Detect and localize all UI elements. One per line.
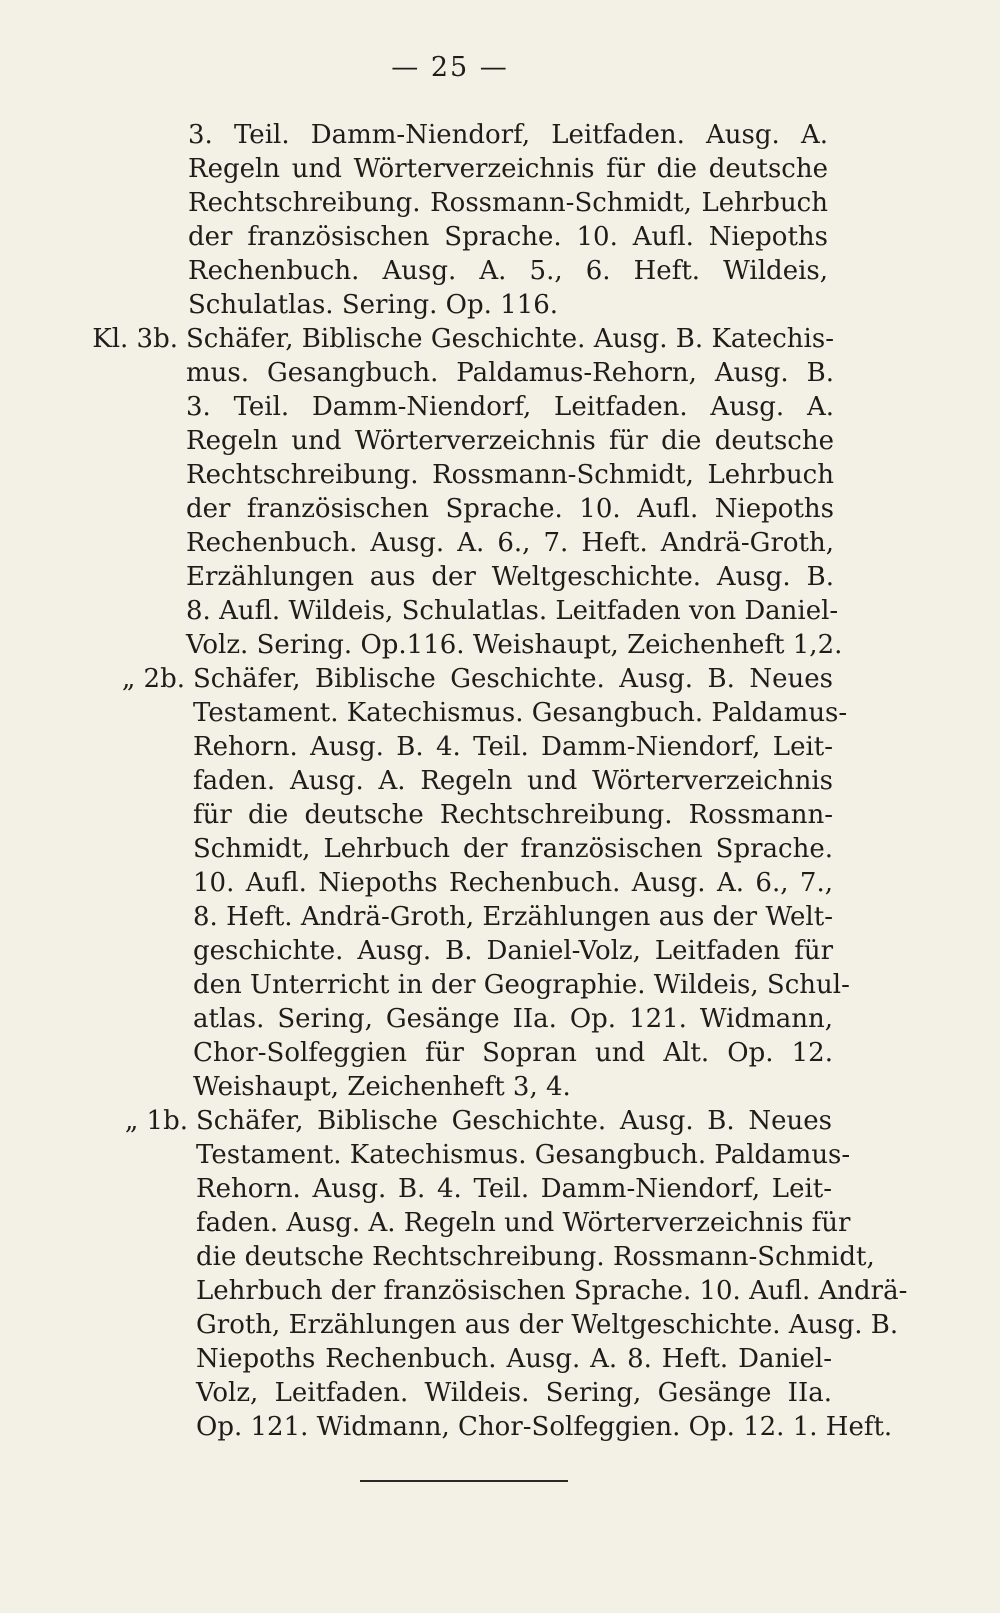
text-line: die deutsche Rechtschreibung. Rossmann-Schmidt, — [196, 1242, 875, 1272]
text-line: 8. Heft. Andrä-Groth, Erzählungen aus der Welt- — [193, 902, 833, 932]
text-line: 3. Teil. Damm-Niendorf, Leitfaden. Ausg. A. — [186, 392, 834, 422]
text-line: der französischen Sprache. 10. Aufl. Niepoths — [188, 222, 828, 252]
text-line: Schulatlas. Sering. Op. 116. — [188, 290, 559, 320]
class-marker: „ 1b. — [124, 1106, 188, 1136]
text-line: 10. Aufl. Niepoths Rechenbuch. Ausg. A. 6., 7., — [193, 868, 833, 898]
text-line: Testament. Katechismus. Gesangbuch. Paldamus- — [196, 1140, 851, 1170]
text-line: Schäfer, Biblische Geschichte. Ausg. B. Neues — [196, 1106, 832, 1136]
text-line: 8. Aufl. Wildeis, Schulatlas. Leitfaden von Daniel- — [186, 596, 839, 626]
text-line: Volz, Leitfaden. Wildeis. Sering, Gesänge IIa. — [196, 1378, 832, 1408]
class-marker: „ 2b. — [121, 664, 185, 694]
text-line: Schmidt, Lehrbuch der französischen Sprache. — [193, 834, 833, 864]
text-line: der französischen Sprache. 10. Aufl. Niepoths — [186, 494, 834, 524]
text-line: Schäfer, Biblische Geschichte. Ausg. B. Neues — [193, 664, 833, 694]
text-line: Rechenbuch. Ausg. A. 6., 7. Heft. Andrä-Groth, — [186, 528, 834, 558]
text-line: für die deutsche Rechtschreibung. Rossmann- — [193, 800, 833, 830]
text-line: Niepoths Rechenbuch. Ausg. A. 8. Heft. Daniel- — [196, 1344, 832, 1374]
text-line: Groth, Erzählungen aus der Weltgeschichte. Ausg. B. — [196, 1310, 899, 1340]
text-line: Weishaupt, Zeichenheft 3, 4. — [193, 1072, 571, 1102]
text-line: Erzählungen aus der Weltgeschichte. Ausg. B. — [186, 562, 834, 592]
class-marker: Kl. 3b. — [92, 324, 178, 354]
text-line: atlas. Sering, Gesänge IIa. Op. 121. Widmann, — [193, 1004, 833, 1034]
text-line: Testament. Katechismus. Gesangbuch. Paldamus- — [193, 698, 848, 728]
text-line: Op. 121. Widmann, Chor-Solfeggien. Op. 12. 1. Heft. — [196, 1412, 893, 1442]
text-line: Schäfer, Biblische Geschichte. Ausg. B. Katechis- — [186, 324, 834, 354]
text-line: Rehorn. Ausg. B. 4. Teil. Damm-Niendorf, Leit- — [193, 732, 833, 762]
text-line: faden. Ausg. A. Regeln und Wörterverzeichnis für — [196, 1208, 851, 1238]
text-line: Rechenbuch. Ausg. A. 5., 6. Heft. Wildeis, — [188, 256, 828, 286]
text-line: Chor-Solfeggien für Sopran und Alt. Op. 12. — [193, 1038, 833, 1068]
text-line: Rechtschreibung. Rossmann-Schmidt, Lehrbuch — [188, 188, 828, 218]
text-line: Regeln und Wörterverzeichnis für die deutsche — [188, 154, 828, 184]
text-line: mus. Gesangbuch. Paldamus-Rehorn, Ausg. B. — [186, 358, 834, 388]
text-line: geschichte. Ausg. B. Daniel-Volz, Leitfaden für — [193, 936, 833, 966]
page-number: — 25 — — [391, 52, 509, 83]
text-line: Volz. Sering. Op.116. Weishaupt, Zeichenheft 1,2. — [186, 630, 843, 660]
text-line: faden. Ausg. A. Regeln und Wörterverzeichnis — [193, 766, 833, 796]
closing-rule — [360, 1480, 568, 1482]
text-line: Rechtschreibung. Rossmann-Schmidt, Lehrbuch — [186, 460, 834, 490]
text-line: Rehorn. Ausg. B. 4. Teil. Damm-Niendorf, Leit- — [196, 1174, 832, 1204]
text-line: 3. Teil. Damm-Niendorf, Leitfaden. Ausg. A. — [188, 120, 828, 150]
text-line: Lehrbuch der französischen Sprache. 10. Aufl. Andrä- — [196, 1276, 908, 1306]
text-line: Regeln und Wörterverzeichnis für die deutsche — [186, 426, 834, 456]
text-line: den Unterricht in der Geographie. Wildeis, Schul- — [193, 970, 850, 1000]
